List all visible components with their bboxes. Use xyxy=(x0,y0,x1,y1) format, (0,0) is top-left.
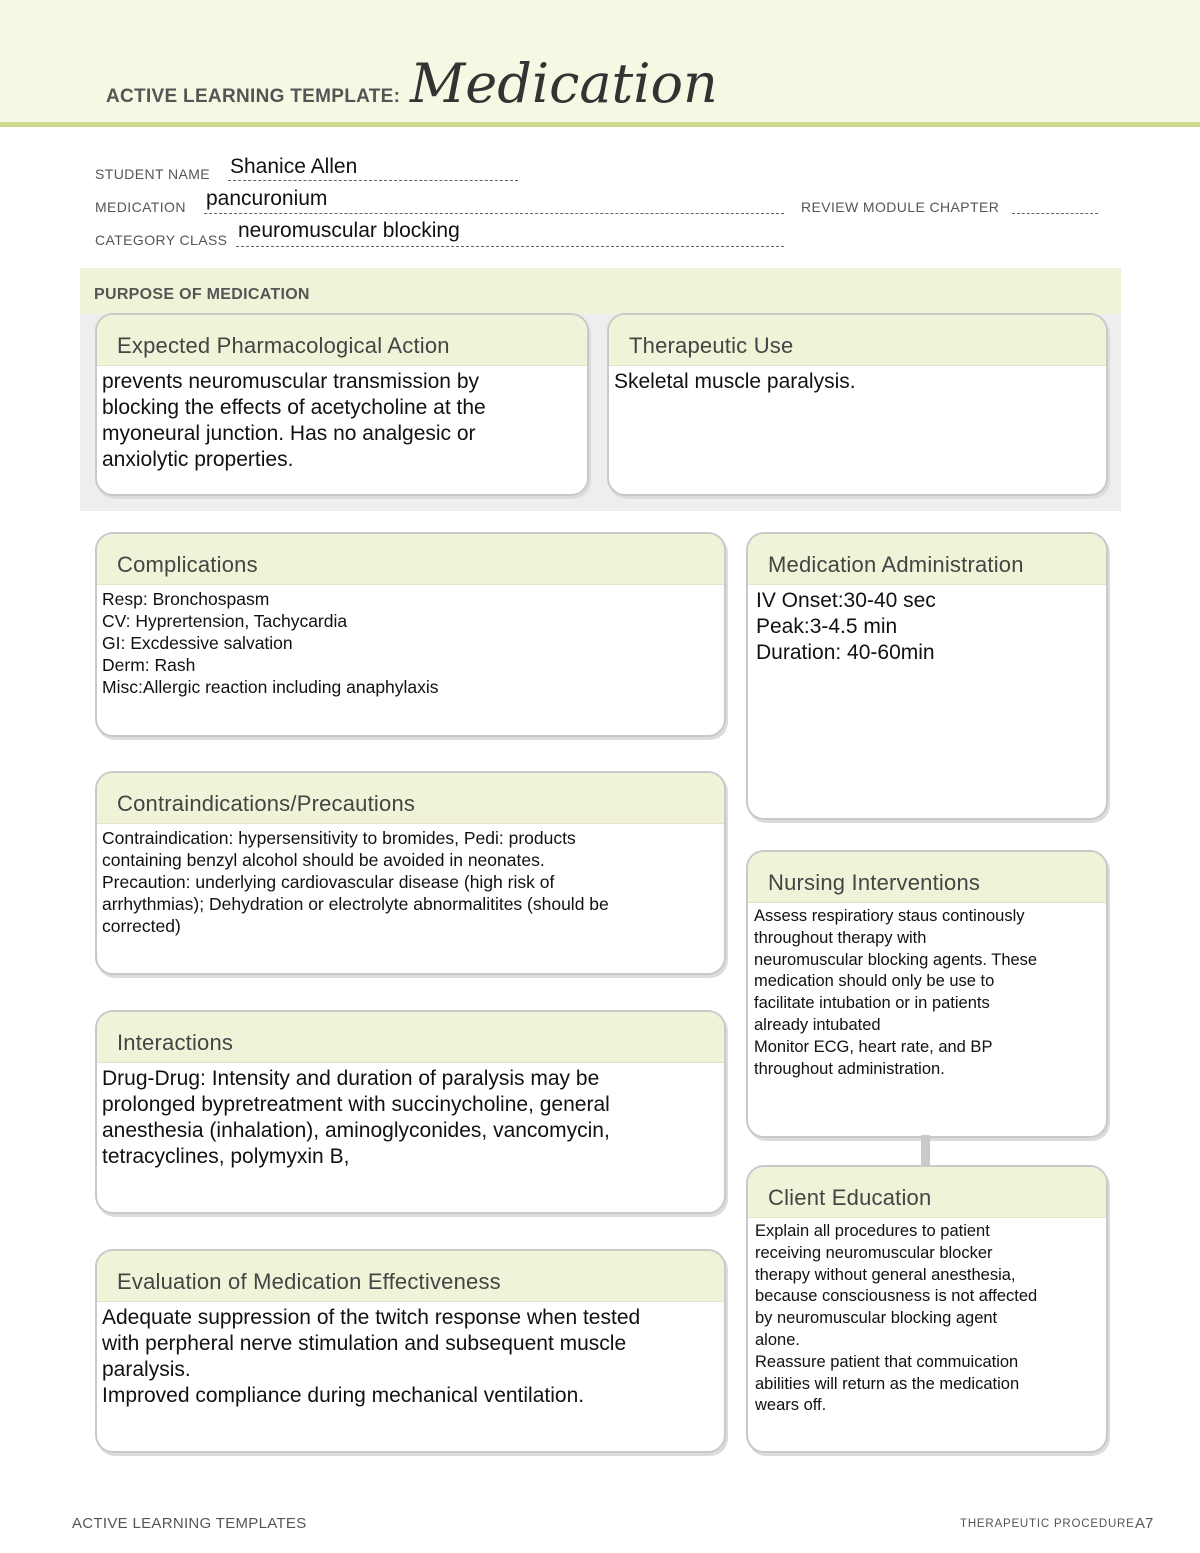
box-connector xyxy=(921,1135,930,1165)
interactions-title: Interactions xyxy=(117,1030,234,1055)
student-name-field[interactable]: Shanice Allen xyxy=(230,155,358,178)
client-education-header xyxy=(748,1167,1106,1218)
nursing-interventions-header xyxy=(748,852,1106,903)
footer-right-label: THERAPEUTIC PROCEDURE xyxy=(960,1518,1135,1530)
therapeutic-use-text: Skeletal muscle paralysis. xyxy=(614,370,856,393)
medication-administration-text: IV Onset:30-40 sec Peak:3-4.5 min Duration: 40-60min xyxy=(756,589,936,664)
complications-title: Complications xyxy=(117,552,258,577)
template-title: Medication xyxy=(410,52,718,115)
client-education-title: Client Education xyxy=(768,1185,932,1210)
evaluation-header xyxy=(97,1251,724,1302)
medication-administration-header xyxy=(748,534,1106,585)
review-module-field[interactable] xyxy=(1012,213,1098,214)
evaluation-box[interactable] xyxy=(95,1249,726,1453)
medication-field[interactable]: pancuronium xyxy=(206,187,328,210)
category-class-label: CATEGORY CLASS xyxy=(95,232,228,248)
interactions-header xyxy=(97,1012,724,1063)
contraindications-box[interactable] xyxy=(95,771,726,975)
medication-administration-box[interactable] xyxy=(746,532,1108,820)
client-education-text: Explain all procedures to patient receiving neuromuscular blocker therapy without general anesthesia, because consciousness is not affected by neuromuscular blocking agent alone. Reassure patient that commuication abilities will return as the medication wears off. xyxy=(755,1222,1038,1415)
footer-left-label: ACTIVE LEARNING TEMPLATES xyxy=(72,1515,307,1532)
review-module-label: REVIEW MODULE CHAPTER xyxy=(801,199,1000,215)
nursing-interventions-title: Nursing Interventions xyxy=(768,870,981,895)
header-divider xyxy=(0,122,1200,127)
medication-label: MEDICATION xyxy=(95,199,186,215)
contraindications-text: Contraindication: hypersensitivity to bromides, Pedi: products containing benzyl alcohol should be avoided in neonates. Precaution: underlying cardiovascular disease (high risk of arrhythmias); Dehydration or electrolyte abnormalitites (should be corrected) xyxy=(102,828,609,936)
complications-header xyxy=(97,534,724,585)
category-class-line xyxy=(236,246,784,247)
complications-box[interactable] xyxy=(95,532,726,737)
template-label: ACTIVE LEARNING TEMPLATE: xyxy=(106,86,401,107)
contraindications-header xyxy=(97,773,724,824)
category-class-field[interactable]: neuromuscular blocking xyxy=(238,219,460,242)
expected-action-text: prevents neuromuscular transmission by blocking the effects of acetycholine at the myoneural junction. Has no analgesic or anxiolytic properties. xyxy=(102,370,486,471)
footer-page-code: A7 xyxy=(1135,1515,1154,1532)
complications-text: Resp: Bronchospasm CV: Hyprertension, Tachycardia GI: Excdessive salvation Derm: Rash Misc:Allergic reaction including anaphylaxis xyxy=(102,589,439,697)
expected-action-box[interactable] xyxy=(95,313,589,496)
nursing-interventions-text: Assess respiratiory staus continously throughout therapy with neuromuscular blocking agents. These medication should only be use to facilitate intubation or in patients already intubated Monitor ECG, heart rate, and BP throughout administration. xyxy=(754,907,1038,1078)
client-education-box[interactable] xyxy=(746,1165,1108,1453)
medication-line xyxy=(204,213,784,214)
nursing-interventions-box[interactable] xyxy=(746,850,1108,1138)
evaluation-text: Adequate suppression of the twitch response when tested with perpheral nerve stimulation and subsequent muscle paralysis. Improved compliance during mechanical ventilation. xyxy=(102,1306,641,1407)
student-name-line xyxy=(228,180,518,181)
therapeutic-use-box[interactable] xyxy=(607,313,1108,496)
medication-administration-title: Medication Administration xyxy=(768,552,1024,577)
interactions-box[interactable] xyxy=(95,1010,726,1214)
contraindications-title: Contraindications/Precautions xyxy=(117,791,416,816)
student-name-label: STUDENT NAME xyxy=(95,166,210,182)
evaluation-title: Evaluation of Medication Effectiveness xyxy=(117,1269,501,1294)
purpose-title: PURPOSE OF MEDICATION xyxy=(94,286,310,303)
therapeutic-use-title: Therapeutic Use xyxy=(629,333,794,358)
expected-action-header xyxy=(97,315,587,366)
interactions-text: Drug-Drug: Intensity and duration of paralysis may be prolonged bypretreatment with succinycholine, general anesthesia (inhalation), aminoglyconides, vancomycin, tetracyclines, polymyxin B, xyxy=(102,1067,610,1168)
expected-action-title: Expected Pharmacological Action xyxy=(117,333,450,358)
therapeutic-use-header xyxy=(609,315,1106,366)
